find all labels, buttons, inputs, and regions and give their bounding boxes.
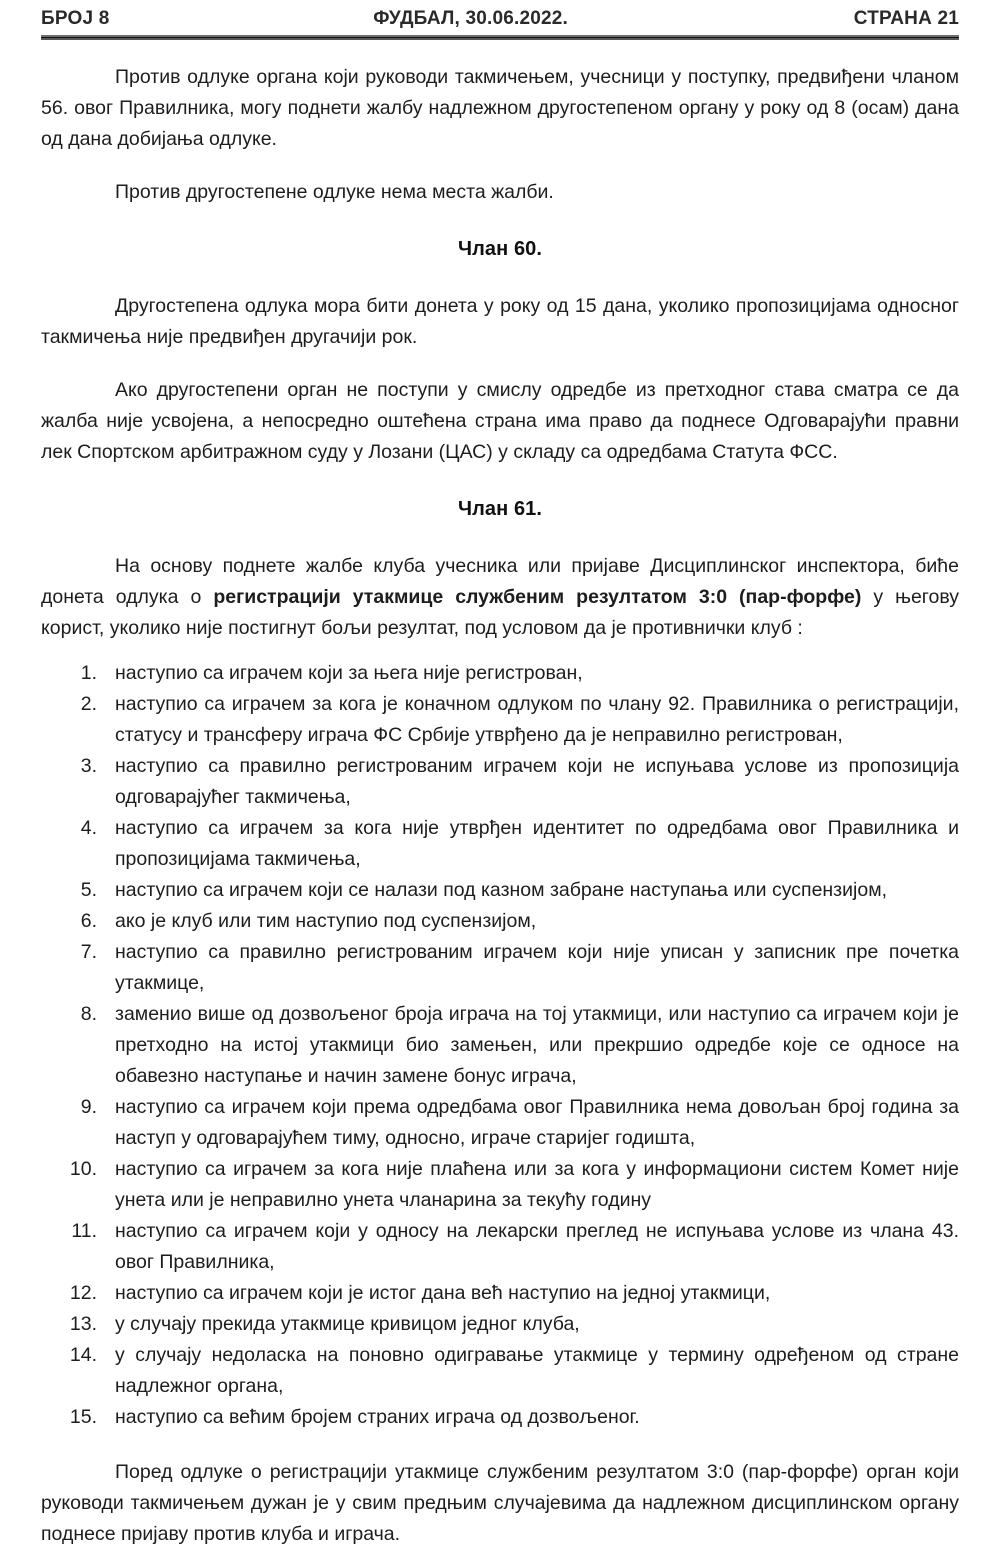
spacer	[41, 208, 959, 234]
list-item-number: 7.	[80, 941, 97, 963]
header-page-number: СТРАНА 21	[853, 8, 959, 29]
list-item-number: 12.	[69, 1282, 97, 1304]
list-item-number: 5.	[80, 879, 97, 901]
spacer	[41, 1433, 959, 1457]
list-item-text: заменио више од дозвољеног броја играча на тој утакмици, или наступио са играчем који је претходно на истој утакмици био замењен, или прекршио одредбе које се односе на обавезно наступање и начин замене бонус играча,	[115, 1003, 959, 1087]
list-item-text: наступио са играчем који се налази под казном забране наступања или суспензијом,	[115, 879, 888, 901]
list-item-number: 13.	[69, 1313, 97, 1335]
list-item	[41, 875, 959, 906]
forfeit-text-tail: у његову корист, уколико није постигнут бољи резултат, под условом да је противнички клуб :	[41, 586, 960, 639]
heading-article-61: Члан 61.	[457, 498, 543, 520]
paragraph-disciplinary-report: Поред одлуке о регистрацији утакмице службеним резултатом 3:0 (пар-форфе) орган који руководи такмичењем дужан је у свим предњим случајевима да надлежном дисциплинском органу поднесе пријаву против клуба и играча.	[41, 1461, 959, 1545]
list-item-number: 9.	[80, 1096, 97, 1118]
list-item	[41, 1216, 959, 1278]
list-item-text: наступио са играчем који у односу на лекарски преглед не испуњава услове из члана 43. овог Правилника,	[115, 1220, 959, 1273]
list-item-number: 1.	[80, 662, 97, 684]
list-item-number: 10.	[69, 1158, 97, 1180]
list-item-number: 15.	[69, 1406, 97, 1428]
spacer	[41, 468, 959, 494]
header-title-date: ФУДБАЛ, 30.06.2022.	[373, 8, 569, 29]
list-item-text: наступио са играчем за кога је коначном одлуком по члану 92. Правилника о регистрацији, статусу и трансферу играча ФС Србије утврђено да је неправилно регистрован,	[115, 693, 959, 746]
header-issue-number: БРОЈ 8	[41, 8, 110, 29]
list-item	[41, 813, 959, 875]
list-item	[41, 1154, 959, 1216]
forfeit-conditions-list	[41, 658, 959, 1433]
running-header	[41, 0, 959, 30]
paragraph-appeal-deadline: Против одлуке органа који руководи такмичењем, учесници у поступку, предвиђени чланом 56. овог Правилника, могу поднети жалбу надлежном другостепеном органу у року од 8 (осам) дана од дана добијања одлуке.	[41, 66, 959, 150]
paragraph-forfeit-decision	[41, 551, 959, 644]
list-item-number: 4.	[80, 817, 97, 839]
list-item-text: наступио са правилно регистрованим играчем који није уписан у записник пре почетка утакмице,	[115, 941, 959, 994]
forfeit-text-emphasis: регистрацији утакмице службеним резултатом 3:0 (пар-форфе)	[213, 586, 862, 608]
list-item	[41, 1278, 959, 1309]
forfeit-text-lead: На основу поднете жалбе клуба учесника или пријаве Дисциплинског инспектора, биће донета одлука о	[41, 555, 959, 608]
paragraph-cas-lausanne: Ако другостепени орган не поступи у смислу одредбе из претходног става сматра се да жалба није усвојена, а непосредно оштећена страна има право да поднесе Одговарајући правни лек Спортском арбитражном суду у Лозани (ЦАС) у складу са одредбама Статута ФСС.	[41, 379, 959, 463]
list-item	[41, 1092, 959, 1154]
list-item-number: 8.	[80, 1003, 97, 1025]
list-item	[41, 937, 959, 999]
list-item-text: наступио са играчем који за њега није регистрован,	[115, 662, 583, 684]
list-item	[41, 1402, 959, 1433]
list-item-text: наступио са играчем који је истог дана већ наступио на једној утакмици,	[115, 1282, 771, 1304]
heading-article-60: Члан 60.	[457, 238, 543, 260]
list-item-number: 14.	[69, 1344, 97, 1366]
list-item-text: наступио са правилно регистрованим играчем који не испуњава услове из пропозиција одговарајућег такмичења,	[115, 755, 959, 808]
list-item-number: 11.	[71, 1220, 97, 1242]
spacer	[41, 525, 959, 551]
list-item-text: наступио са играчем за кога није плаћена или за кога у информациони систем Комет није унета или је неправилно унета чланарина за текућу годину	[115, 1158, 959, 1211]
list-item-text: наступио са играчем за кога није утврђен идентитет по одредбама овог Правилника и пропозицијама такмичења,	[115, 817, 959, 870]
list-item	[41, 751, 959, 813]
list-item	[41, 689, 959, 751]
list-item-number: 6.	[80, 910, 97, 932]
paragraph-second-instance-deadline: Другостепена одлука мора бити донета у року од 15 дана, уколико пропозицијама односног такмичења није предвиђен другачији рок.	[41, 295, 959, 348]
document-body	[41, 40, 959, 1550]
list-item	[41, 1309, 959, 1340]
list-item	[41, 906, 959, 937]
list-item	[41, 658, 959, 689]
list-item	[41, 1340, 959, 1402]
list-item-text: наступио са играчем који према одредбама овог Правилника нема довољан број година за наступ у одговарајућем тиму, односно, играче старијег годишта,	[115, 1096, 959, 1149]
list-item-text: у случају недоласка на поновно одигравање утакмице у термину одређеном од стране надлежног органа,	[115, 1344, 959, 1397]
list-item-number: 2.	[80, 693, 97, 715]
list-item-number: 3.	[80, 755, 97, 777]
paragraph-no-appeal: Против другостепене одлуке нема места жалби.	[115, 181, 554, 203]
spacer	[41, 265, 959, 291]
list-item-text: наступио са већим бројем страних играча од дозвољеног.	[115, 1406, 640, 1428]
list-item-text: ако је клуб или тим наступио под суспензијом,	[115, 910, 537, 932]
list-item	[41, 999, 959, 1092]
list-item-text: у случају прекида утакмице кривицом једног клуба,	[115, 1313, 580, 1335]
